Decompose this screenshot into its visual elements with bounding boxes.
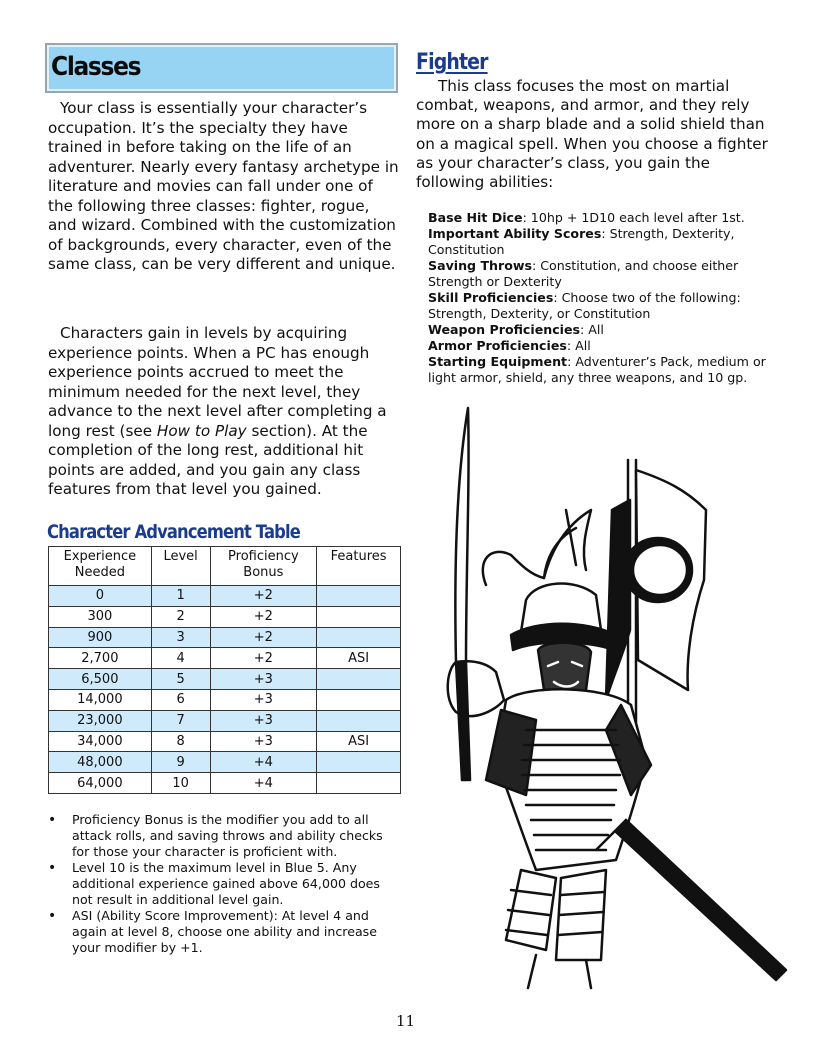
cell-level: 6	[151, 689, 210, 710]
cell-level: 1	[151, 586, 210, 607]
cell-proficiency: +3	[210, 731, 317, 752]
fighter-intro: This class focuses the most on martial combat, weapons, and armor, and they rely more on a sharp blade and a solid shield than on a magical spell. When you choose a fighter as your character’s class, you gain the following abilities:	[416, 77, 768, 192]
cell-features	[317, 669, 401, 690]
header-experience: Experience Needed	[49, 547, 152, 586]
cell-experience: 14,000	[49, 689, 152, 710]
header-features: Features	[317, 547, 401, 586]
cell-level: 4	[151, 648, 210, 669]
stat-armor-proficiencies: Armor Proficiencies: All	[428, 338, 591, 353]
table-row	[49, 752, 401, 773]
classes-intro-paragraph: Your class is essentially your character’s occupation. It’s the specialty they have trained in before taking on the life of an adventurer. Nearly every fantasy archetype in literature and movies can fall under one of the following three classes: fighter, rogue, and wizard. Combined with the customization of backgrounds, every character, even of the same class, can be very different and unique.	[48, 99, 399, 273]
cell-experience: 23,000	[49, 710, 152, 731]
table-row	[49, 606, 401, 627]
cell-proficiency: +4	[210, 752, 317, 773]
fighter-stats	[428, 210, 773, 386]
header-proficiency: Proficiency Bonus	[210, 547, 317, 586]
cell-features	[317, 752, 401, 773]
note-max-level: • Level 10 is the maximum level in Blue 5. Any additional experience gained above 64,000 does not result in additional level gain.	[48, 860, 403, 908]
advancement-table	[48, 546, 401, 794]
cell-features: ASI	[317, 731, 401, 752]
cell-proficiency: +4	[210, 773, 317, 794]
table-row	[49, 689, 401, 710]
table-row	[49, 669, 401, 690]
table-row	[49, 773, 401, 794]
samurai-warrior-illustration	[416, 400, 796, 990]
cell-experience: 2,700	[49, 648, 152, 669]
stat-saving-throws: Saving Throws: Constitution, and choose either Strength or Dexterity	[428, 258, 739, 289]
cell-level: 3	[151, 627, 210, 648]
cell-proficiency: +2	[210, 627, 317, 648]
header-level: Level	[151, 547, 210, 586]
stat-weapon-proficiencies: Weapon Proficiencies: All	[428, 322, 604, 337]
classes-title: Classes	[51, 52, 141, 82]
advancement-table-title: Character Advancement Table	[47, 521, 300, 543]
advancement-table-body	[49, 586, 401, 794]
cell-proficiency: +2	[210, 586, 317, 607]
notes-list	[48, 812, 403, 956]
cell-features	[317, 689, 401, 710]
fighter-title: Fighter	[416, 50, 488, 75]
classes-banner	[45, 43, 398, 93]
cell-level: 8	[151, 731, 210, 752]
table-row	[49, 648, 401, 669]
stat-hit-dice: Base Hit Dice: 10hp + 1D10 each level after 1st.	[428, 210, 745, 225]
cell-experience: 34,000	[49, 731, 152, 752]
cell-features	[317, 586, 401, 607]
cell-level: 10	[151, 773, 210, 794]
stat-skill-proficiencies: Skill Proficiencies: Choose two of the following: Strength, Dexterity, or Constitution	[428, 290, 741, 321]
table-row	[49, 627, 401, 648]
cell-features	[317, 627, 401, 648]
cell-features	[317, 773, 401, 794]
cell-proficiency: +2	[210, 648, 317, 669]
table-header-row	[49, 547, 401, 586]
stat-starting-equipment: Starting Equipment: Adventurer’s Pack, medium or light armor, shield, any three weapons, and 10 gp.	[428, 354, 766, 385]
cell-proficiency: +2	[210, 606, 317, 627]
cell-features	[317, 710, 401, 731]
levels-paragraph: Characters gain in levels by acquiring experience points. When a PC has enough experience points accrued to meet the minimum needed for the next level, they advance to the next level after completing a long rest (see How to Play section). At the completion of the long rest, additional hit points are added, and you gain any class features from that level you gained.	[48, 324, 387, 498]
cell-level: 5	[151, 669, 210, 690]
stat-ability-scores: Important Ability Scores: Strength, Dexterity, Constitution	[428, 226, 735, 257]
cell-experience: 6,500	[49, 669, 152, 690]
note-asi: • ASI (Ability Score Improvement): At level 4 and again at level 8, choose one ability and increase your modifier by +1.	[48, 908, 403, 956]
table-row	[49, 710, 401, 731]
table-row	[49, 731, 401, 752]
cell-proficiency: +3	[210, 710, 317, 731]
cell-experience: 0	[49, 586, 152, 607]
note-proficiency: • Proficiency Bonus is the modifier you add to all attack rolls, and saving throws and ability checks for those your character is proficient with.	[48, 812, 403, 860]
cell-proficiency: +3	[210, 669, 317, 690]
cell-experience: 900	[49, 627, 152, 648]
page-number: 11	[396, 1012, 416, 1030]
table-row	[49, 586, 401, 607]
cell-proficiency: +3	[210, 689, 317, 710]
cell-level: 9	[151, 752, 210, 773]
cell-features	[317, 606, 401, 627]
cell-level: 2	[151, 606, 210, 627]
cell-experience: 48,000	[49, 752, 152, 773]
cell-features: ASI	[317, 648, 401, 669]
cell-experience: 300	[49, 606, 152, 627]
cell-level: 7	[151, 710, 210, 731]
cell-experience: 64,000	[49, 773, 152, 794]
